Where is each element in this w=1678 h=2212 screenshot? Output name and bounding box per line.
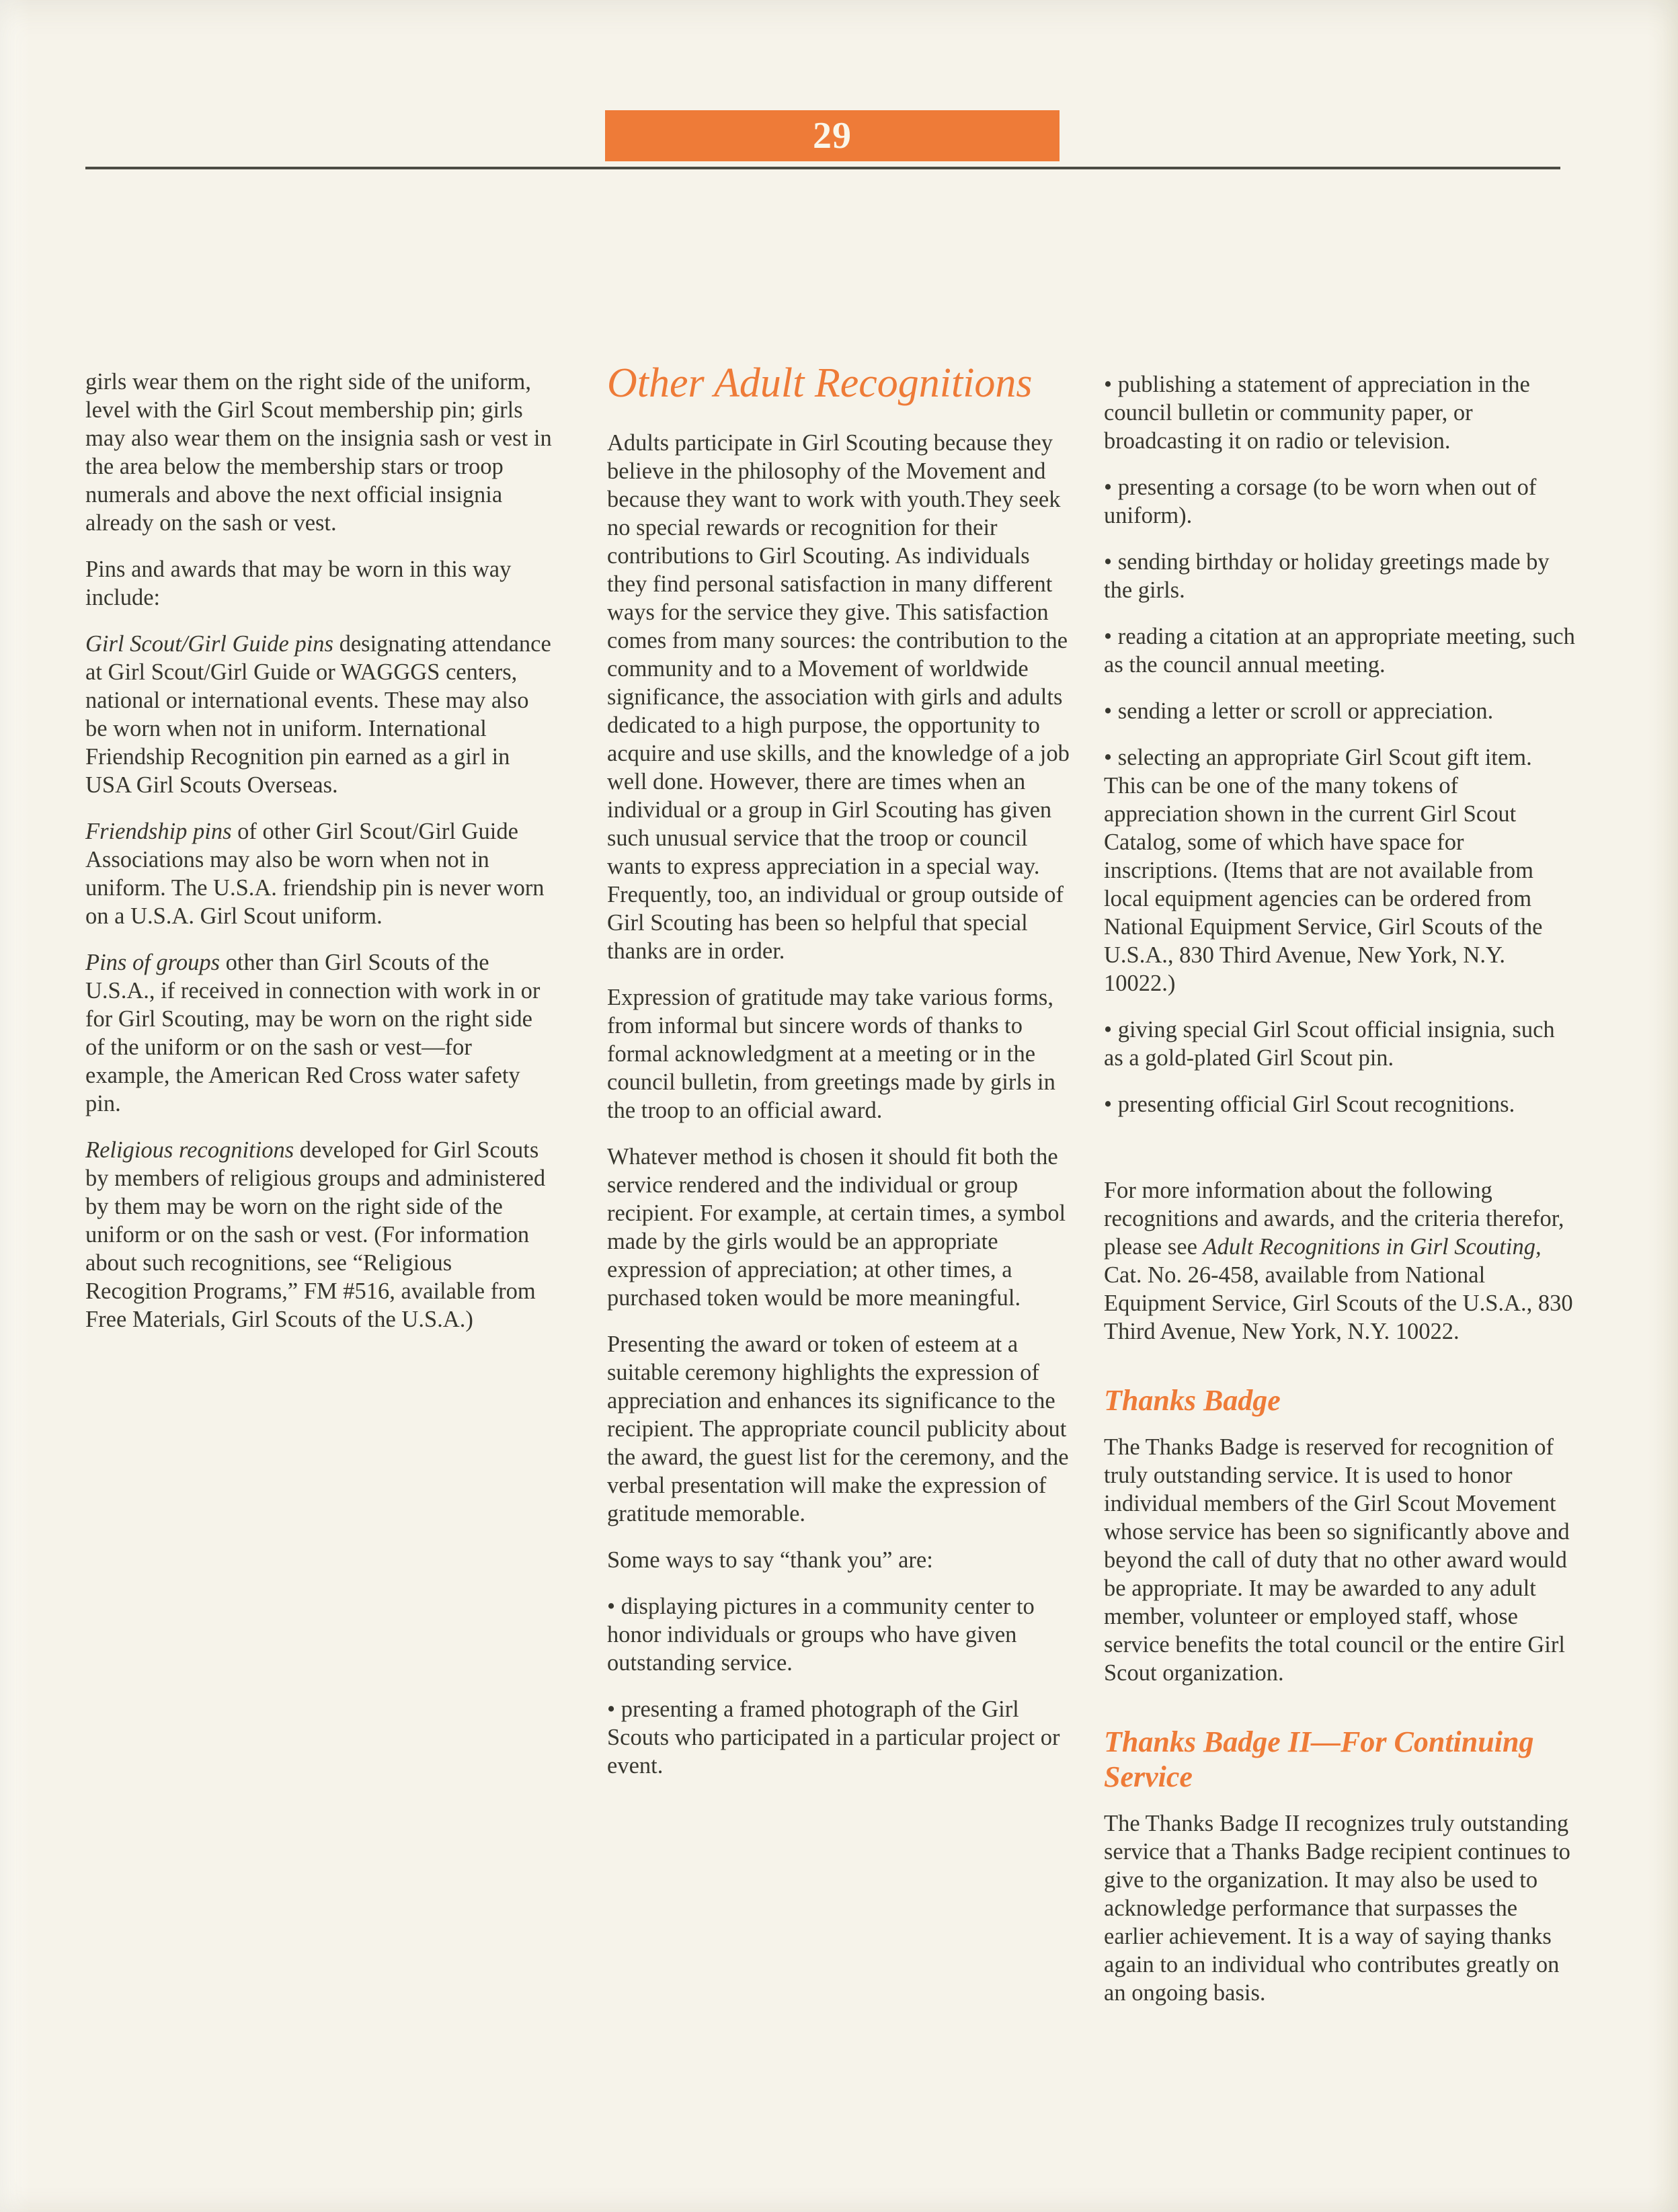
section-heading-thanks-badge: Thanks Badge <box>1104 1384 1281 1417</box>
paragraph: Presenting the award or token of esteem at a suitable ceremony highlights the expression of appreciation and enhances its significance to the recipient. The appropriate council publicity about the award, the guest list for the ceremony, and the verbal presentation will make the expression of gratitude memorable. <box>607 1331 1069 1526</box>
paragraph: For more information about the following recognitions and awards, and the criteria therefor, please see Adult Recognitions in Girl Scouting, Cat. No. 26-458, available from National Equipment Service, Girl Scouts of the U.S.A., 830 Third Avenue, New York, N.Y. 10022. <box>1104 1178 1573 1344</box>
left-column-paragraphs <box>85 368 556 1334</box>
bullet-item: • presenting official Girl Scout recognitions. <box>1104 1092 1515 1117</box>
bullet-item: • selecting an appropriate Girl Scout gift item. This can be one of the many tokens of appreciation shown in the current Girl Scout Catalog, some of which have space for inscriptions. (Items that are not available from local equipment agencies can be ordered from National Equipment Service, Girl Scouts of the U.S.A., 830 Third Avenue, New York, N.Y. 10022.) <box>1104 745 1543 996</box>
bullet-item: • sending birthday or holiday greetings made by the girls. <box>1104 549 1550 603</box>
section-heading-thanks-badge-ii: Thanks Badge II—For Continuing Service <box>1104 1725 1534 1793</box>
bullet-item: • publishing a statement of appreciation in the council bulletin or community paper, or broadcasting it on radio or television. <box>1104 372 1530 454</box>
right-column-bullets <box>1104 370 1579 1118</box>
more-information-paragraph <box>1104 1176 1579 1346</box>
middle-column <box>607 361 1071 1798</box>
bullet-item: • presenting a corsage (to be worn when out of uniform). <box>1104 475 1537 528</box>
right-column <box>1104 370 1579 2025</box>
header-rule <box>85 167 1560 169</box>
thanks-badge-paragraphs <box>1104 1433 1579 1687</box>
paragraph: Girl Scout/Girl Guide pins designating attendance at Girl Scout/Girl Guide or WAGGGS centers, national or international events. These may also be worn when not in uniform. International Friendship Recognition pin earned as a girl in USA Girl Scouts Overseas. <box>85 631 551 798</box>
middle-column-paragraphs <box>607 429 1071 1780</box>
page-number: 29 <box>813 115 852 157</box>
paragraph: Religious recognitions developed for Girl Scouts by members of religious groups and administered by them may be worn on the right side of the uniform or on the sash or vest. (For information about such recognitions, see “Religious Recogition Programs,” FM #516, available from Free Materials, Girl Scouts of the U.S.A.) <box>85 1137 546 1332</box>
bullet-item: • reading a citation at an appropriate meeting, such as the council annual meeting. <box>1104 624 1575 678</box>
paragraph: Pins of groups other than Girl Scouts of the U.S.A., if received in connection with work in or for Girl Scouting, may be worn on the right side of the uniform or on the sash or vest—for example, the American Red Cross water safety pin. <box>85 950 541 1116</box>
page-number-banner <box>605 110 1060 161</box>
bullet-item: • displaying pictures in a community center to honor individuals or groups who have given outstanding service. <box>607 1593 1035 1676</box>
paragraph: girls wear them on the right side of the uniform, level with the Girl Scout membership pin; girls may also wear them on the insignia sash or vest in the area below the membership stars or troop numerals and above the next official insignia already on the sash or vest. <box>85 369 552 536</box>
paragraph: Whatever method is chosen it should fit both the service rendered and the individual or group recipient. For example, at certain times, a symbol made by the girls would be an appropriate expression of appreciation; at other times, a purchased token would be more meaningful. <box>607 1143 1066 1311</box>
bullet-item: • giving special Girl Scout official insignia, such as a gold-plated Girl Scout pin. <box>1104 1017 1555 1071</box>
bullet-item: • sending a letter or scroll or appreciation. <box>1104 698 1494 724</box>
paragraph: Expression of gratitude may take various forms, from informal but sincere words of thanks to formal acknowledgment at a meeting or in the council bulletin, from greetings made by girls in the troop to an official award. <box>607 984 1055 1123</box>
section-heading-other-adult-recognitions: Other Adult Recognitions <box>607 360 1033 406</box>
left-column <box>85 368 556 1352</box>
paragraph: The Thanks Badge is reserved for recognition of truly outstanding service. It is used to honor individual members of the Girl Scout Movement whose service has been so significantly above and beyond the call of duty that no other award would be appropriate. It may be awarded to any adult member, volunteer or employed staff, whose service benefits the total council or the entire Girl Scout organization. <box>1104 1434 1570 1686</box>
paragraph: The Thanks Badge II recognizes truly outstanding service that a Thanks Badge recipient continues to give to the organization. It may also be used to acknowledge performance that surpasses the earlier achievement. It is a way of saying thanks again to an individual who contributes greatly on an ongoing basis. <box>1104 1810 1570 2006</box>
paragraph: Pins and awards that may be worn in this way include: <box>85 557 512 610</box>
paragraph: Some ways to say “thank you” are: <box>607 1547 933 1573</box>
bullet-item: • presenting a framed photograph of the Girl Scouts who participated in a particular project or event. <box>607 1696 1060 1778</box>
paragraph: Adults participate in Girl Scouting because they believe in the philosophy of the Movement and because they want to work with youth.They seek no special rewards or recognition for their contributions to Girl Scouting. As individuals they find personal satisfaction in many different ways for the service they give. This satisfaction comes from many sources: the contribution to the community and to a Movement of worldwide significance, the association with girls and adults dedicated to a high purpose, the opportunity to acquire and use skills, and the knowledge of a job well done. However, there are times when an individual or a group in Girl Scouting has given such unusual service that the troop or council wants to express appreciation in a special way. Frequently, too, an individual or group outside of Girl Scouting has been so helpful that special thanks are in order. <box>607 429 1070 964</box>
thanks-badge-ii-paragraphs <box>1104 1809 1579 2007</box>
paragraph: Friendship pins of other Girl Scout/Girl Guide Associations may also be worn when not in uniform. The U.S.A. friendship pin is never worn on a U.S.A. Girl Scout uniform. <box>85 819 545 929</box>
